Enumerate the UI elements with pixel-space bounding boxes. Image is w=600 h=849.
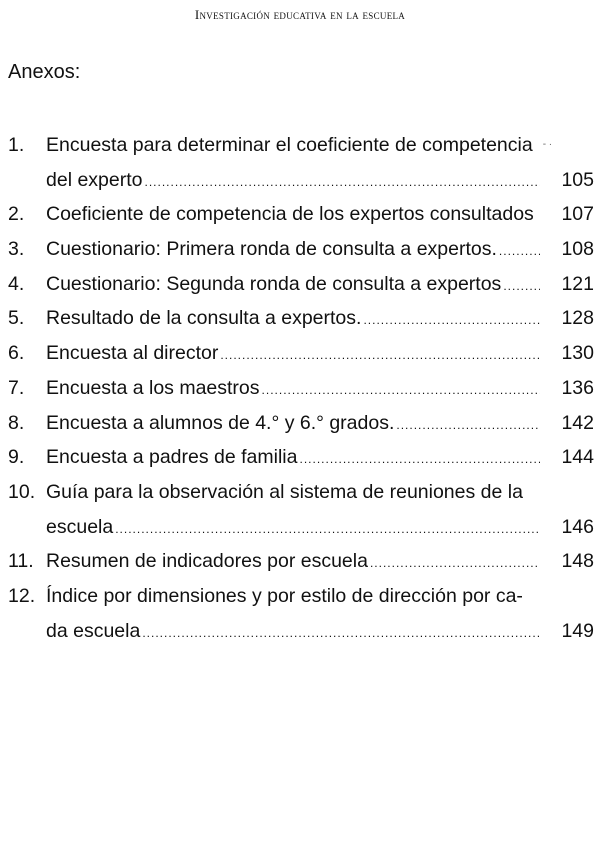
dot-leader — [363, 303, 540, 338]
entry-page-number: 149 — [561, 619, 594, 642]
entry-title-line: Coeficiente de competencia de los expertos consultados — [46, 203, 534, 226]
toc-entry-12 — [0, 579, 600, 648]
toc-entry-9 — [0, 440, 600, 475]
entry-page-number: 130 — [561, 342, 594, 365]
entry-title-line: del experto — [46, 168, 143, 191]
stray-print-mark: - · — [542, 139, 553, 150]
entry-page-number: 136 — [561, 376, 594, 399]
entry-page-number: 144 — [561, 446, 594, 469]
entry-title-line: escuela — [46, 515, 114, 538]
toc-entry-3 — [0, 232, 600, 267]
entry-page-number: 107 — [561, 203, 594, 226]
entry-page-number: 146 — [561, 515, 594, 538]
section-heading: Anexos: — [8, 61, 81, 83]
entry-number: 10. — [8, 480, 36, 503]
dot-leader — [370, 546, 540, 581]
entry-page-number: 121 — [561, 272, 594, 295]
entry-number: 12. — [8, 584, 36, 607]
toc-entry-2 — [0, 197, 600, 232]
entry-title-line: Guía para la observación al sistema de reuniones de la — [46, 480, 523, 503]
entry-number: 6. — [8, 342, 25, 365]
entry-title-line: Resumen de indicadores por escuela — [46, 550, 368, 573]
entry-title-line: Encuesta para determinar el coeficiente de competencia — [46, 134, 533, 156]
dot-leader — [142, 616, 540, 651]
entry-number: 7. — [8, 376, 25, 399]
toc-entry-1 — [0, 128, 600, 197]
entry-number: 3. — [8, 238, 25, 261]
toc-entry-4 — [0, 267, 600, 302]
entry-number: 9. — [8, 446, 25, 469]
entry-number: 1. — [8, 134, 25, 156]
toc-entry-8 — [0, 406, 600, 441]
dot-leader — [396, 408, 540, 443]
entry-page-number: 128 — [561, 307, 594, 330]
entry-title-line: da escuela — [46, 619, 141, 642]
running-header: Investigación educativa en la escuela — [194, 7, 406, 22]
entry-title-line: Cuestionario: Segunda ronda de consulta a expertos — [46, 272, 502, 295]
dot-leader — [499, 234, 540, 269]
dot-leader — [220, 338, 540, 373]
entry-title-line: Encuesta a padres de familia — [46, 446, 298, 469]
entry-title-line: Encuesta al director — [46, 342, 219, 365]
dot-leader — [299, 442, 540, 477]
entry-page-number: 105 — [561, 168, 594, 191]
toc-entry-7 — [0, 371, 600, 406]
toc-entry-10 — [0, 475, 600, 544]
entry-page-number: 148 — [561, 550, 594, 573]
entry-title-line: Resultado de la consulta a expertos. — [46, 307, 362, 330]
entry-title-line: Índice por dimensiones y por estilo de dirección por ca- — [46, 584, 523, 607]
entry-number: 4. — [8, 272, 25, 295]
dot-leader — [144, 165, 540, 200]
dot-leader — [262, 373, 540, 408]
entry-number: 8. — [8, 411, 25, 434]
entry-number: 5. — [8, 307, 25, 330]
dot-leader — [115, 512, 540, 547]
entry-title-line: Encuesta a los maestros — [46, 376, 260, 399]
entry-number: 11. — [8, 550, 34, 573]
entry-title-line: Cuestionario: Primera ronda de consulta a expertos. — [46, 238, 497, 261]
toc-entry-11 — [0, 544, 600, 579]
toc-entry-6 — [0, 336, 600, 371]
entry-page-number: 142 — [561, 411, 594, 434]
entry-page-number: 108 — [561, 238, 594, 261]
toc-entry-5 — [0, 301, 600, 336]
table-of-contents — [0, 128, 600, 648]
entry-number: 2. — [8, 203, 25, 226]
entry-title-line: Encuesta a alumnos de 4.° y 6.° grados. — [46, 411, 395, 434]
dot-leader — [503, 269, 540, 304]
